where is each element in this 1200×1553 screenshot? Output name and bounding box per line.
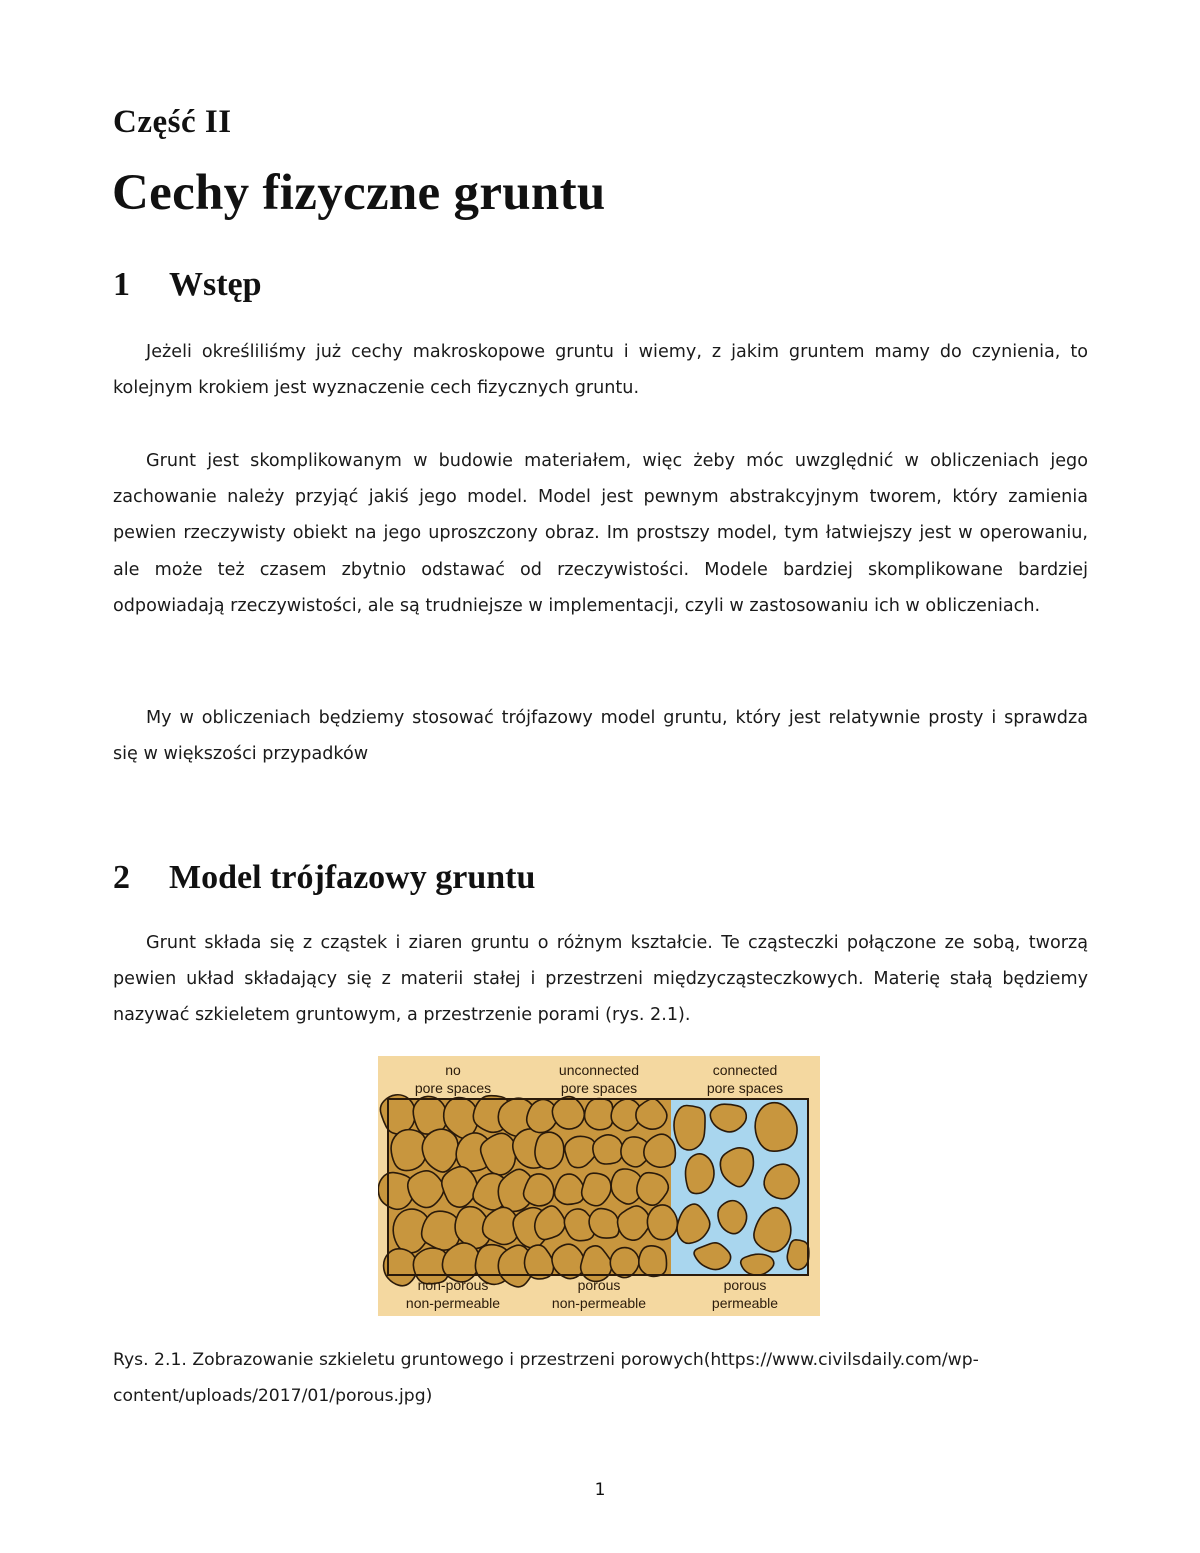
document-title: Cechy fizyczne gruntu (112, 165, 606, 221)
soil-grain (585, 1099, 613, 1130)
figure-label-line: porous (577, 1277, 621, 1293)
porosity-figure (378, 1056, 820, 1316)
section-1-paragraph-1: Jeżeli określiliśmy już cechy makroskopowe gruntu i wiemy, z jakim gruntem mamy do czynienia, to kolejnym krokiem jest wyznaczenie cech fizycznych gruntu. (113, 342, 1088, 399)
part-label: Część II (113, 104, 232, 140)
section-1-heading (113, 266, 262, 304)
grain-group (378, 1095, 809, 1287)
figure-label-line: no (445, 1062, 461, 1078)
soil-grain (610, 1248, 639, 1278)
figure-label-line: porous (723, 1277, 767, 1293)
section-2-paragraph-1: Grunt składa się z cząstek i ziaren gruntu o różnym kształcie. Te cząsteczki połączone ze sobą, tworzą pewien układ składający się z materii stałej i przestrzeni międzycząsteczkowych. Materię stałą będziemy nazywać szkieletem gruntowym, a przestrzenie porami (rys. 2.1). (113, 933, 1088, 1026)
soil-grain (647, 1205, 677, 1240)
soil-grain (764, 1164, 799, 1199)
figure-label-line: unconnected (558, 1062, 640, 1078)
section-1-number: 1 (113, 266, 130, 303)
figure-label-line: connected (712, 1062, 778, 1078)
soil-grain (639, 1246, 667, 1277)
figure-label-line: non-porous (417, 1277, 489, 1293)
figure-label-non-porous (378, 1276, 528, 1312)
figure-label-porous-permeable (670, 1276, 820, 1312)
section-2-title: Model trójfazowy gruntu (169, 859, 536, 896)
soil-grain (422, 1211, 461, 1250)
figure-label-line: pore spaces (706, 1080, 784, 1096)
soil-grain (535, 1132, 564, 1169)
soil-grain (593, 1135, 623, 1164)
soil-grain (380, 1095, 415, 1134)
soil-grain (589, 1209, 619, 1238)
figure-label-line: non-permeable (551, 1295, 647, 1311)
figure-label-line: permeable (711, 1295, 779, 1311)
figure-label-line: pore spaces (560, 1080, 638, 1096)
soil-grain (674, 1105, 705, 1150)
section-2-number: 2 (113, 859, 130, 896)
soil-grain (391, 1130, 426, 1171)
section-1-paragraph-2: Grunt jest skomplikowanym w budowie materiałem, więc żeby móc uwzględnić w obliczeniach jego zachowanie należy przyjąć jakiś jego model. Model jest pewnym abstrakcyjnym tworem, który zamienia pewien rzeczywisty obiekt na jego uproszczony obraz. Im prostszy model, tym łatwiejszy jest w operowaniu, ale może też czasem zbytnio odstawać od rzeczywistości. Modele bardziej skomplikowane bardziej odpowiadają rzeczywistości, ale są trudniejsze w implementacji, czyli w zastosowaniu ich w obliczeniach. (113, 451, 1088, 616)
figure-caption: Rys. 2.1. Zobrazowanie szkieletu gruntowego i przestrzeni porowych(https://www.civilsdaily.com/wp-content/uploads/2017/01/porous.jpg) (113, 1350, 979, 1406)
figure-label-line: non-permeable (405, 1295, 501, 1311)
section-2-heading (113, 859, 535, 897)
section-1-title: Wstęp (169, 266, 262, 303)
figure-label-line: pore spaces (414, 1080, 492, 1096)
section-1-paragraph-3: My w obliczeniach będziemy stosować trójfazowy model gruntu, który jest relatywnie prosty i sprawdza się w większości przypadków (113, 708, 1088, 765)
page-number: 1 (594, 1480, 606, 1500)
soil-grain (787, 1240, 809, 1270)
soil-grain (685, 1154, 714, 1194)
figure-label-porous-non-permeable (524, 1276, 674, 1312)
